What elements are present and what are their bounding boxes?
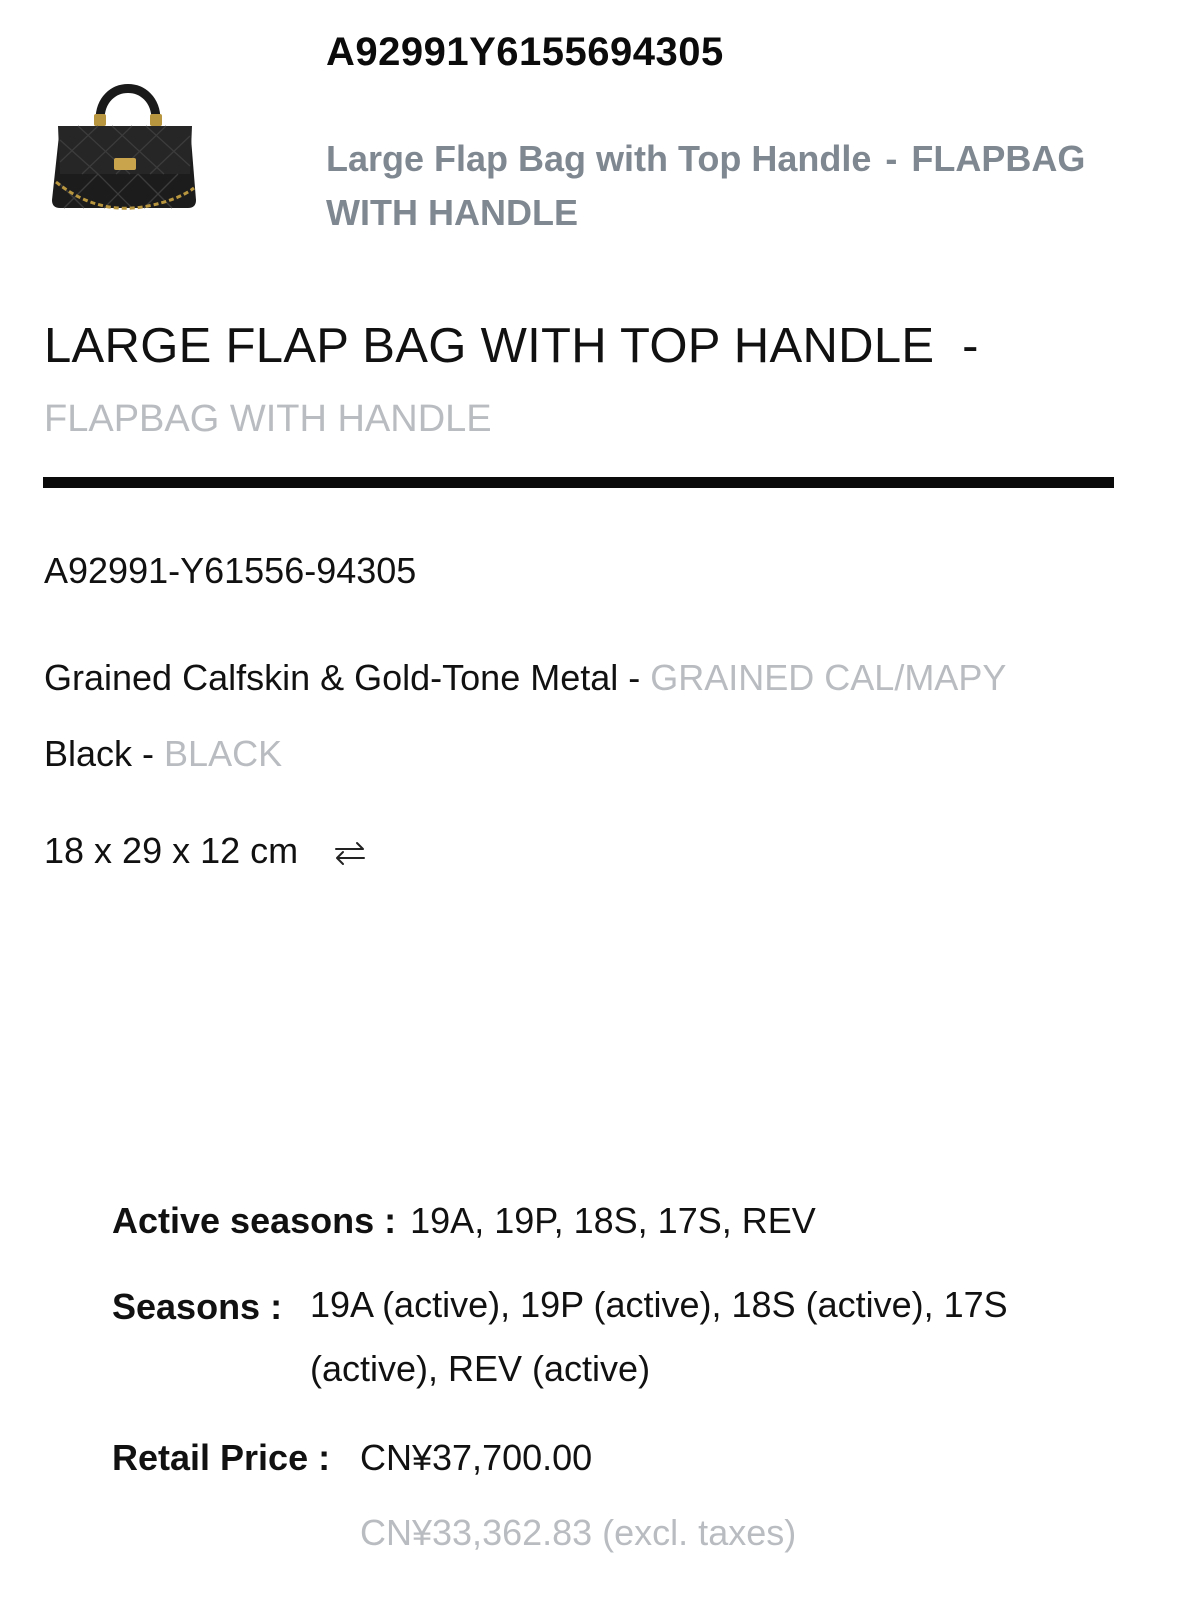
material-text: Grained Calfskin & Gold-Tone Metal - bbox=[44, 657, 651, 698]
material-code: GRAINED CAL/MAPY bbox=[650, 657, 1007, 698]
active-seasons-row bbox=[112, 1200, 816, 1242]
swap-arrows-icon[interactable] bbox=[330, 835, 370, 871]
retail-price-value: CN¥37,700.00 bbox=[360, 1437, 593, 1478]
subtitle-separator: - bbox=[885, 138, 898, 179]
dimensions-text: 18 x 29 x 12 cm bbox=[44, 830, 299, 871]
subtitle-name: Large Flap Bag with Top Handle bbox=[326, 138, 872, 179]
divider bbox=[43, 477, 1114, 488]
color-code: BLACK bbox=[164, 733, 283, 774]
retail-price-label: Retail Price : bbox=[112, 1437, 331, 1478]
active-seasons-label: Active seasons : bbox=[112, 1200, 397, 1241]
page-title: LARGE FLAP BAG WITH TOP HANDLE - bbox=[44, 319, 979, 373]
page-subtitle: FLAPBAG WITH HANDLE bbox=[44, 398, 492, 440]
product-thumbnail bbox=[38, 70, 210, 220]
dimensions-line bbox=[44, 830, 370, 872]
material-line bbox=[44, 657, 1006, 699]
reference-code: A92991-Y61556-94305 bbox=[44, 550, 417, 591]
price-excl-taxes: CN¥33,362.83 (excl. taxes) bbox=[360, 1512, 797, 1553]
color-line bbox=[44, 733, 282, 775]
subtitle-code-name: FLAPBAG WITH HANDLE bbox=[326, 138, 1086, 233]
black-quilted-flap-bag-image bbox=[38, 70, 210, 220]
seasons-label: Seasons : bbox=[112, 1286, 283, 1327]
seasons-value: 19A (active), 19P (active), 18S (active), 17S (active), REV (active) bbox=[310, 1284, 1008, 1389]
color-text: Black - bbox=[44, 733, 165, 774]
sku-header: A92991Y6155694305 bbox=[326, 30, 724, 74]
product-subtitle bbox=[326, 132, 1156, 240]
active-seasons-value: 19A, 19P, 18S, 17S, REV bbox=[410, 1200, 816, 1241]
